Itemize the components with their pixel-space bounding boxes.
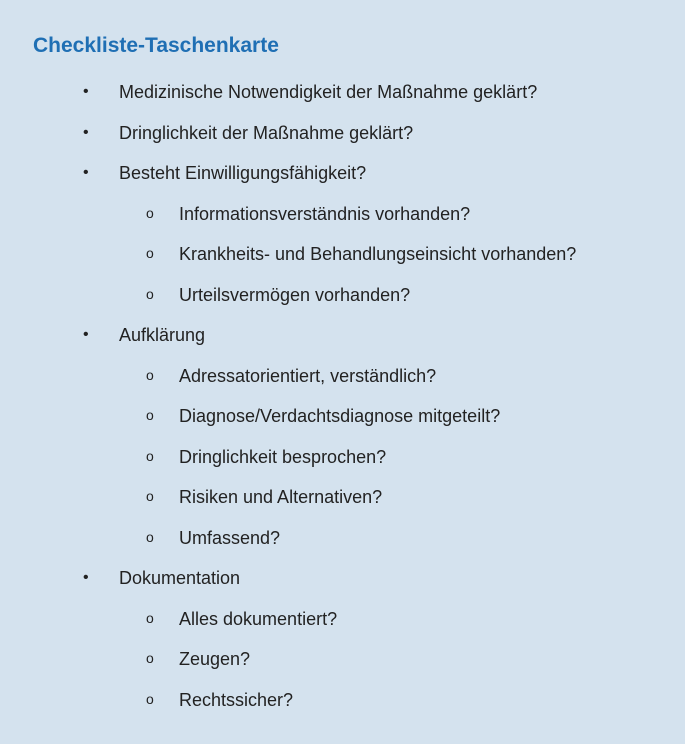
sub-list-item-text: Informationsverständnis vorhanden? bbox=[179, 204, 471, 224]
bullet-icon: • bbox=[83, 83, 89, 100]
sub-bullet-icon: o bbox=[146, 205, 154, 221]
sub-bullet-icon: o bbox=[146, 407, 154, 423]
list-item-text: Dokumentation bbox=[119, 568, 241, 588]
card-title: Checkliste-Taschenkarte bbox=[33, 34, 279, 57]
sub-bullet-icon: o bbox=[146, 691, 154, 707]
list-item-text: Medizinische Notwendigkeit der Maßnahme geklärt? bbox=[119, 82, 538, 102]
sub-list-item-text: Zeugen? bbox=[179, 649, 251, 669]
bullet-icon: • bbox=[83, 569, 89, 586]
sub-bullet-icon: o bbox=[146, 488, 154, 504]
bullet-icon: • bbox=[83, 326, 89, 343]
bullet-icon: • bbox=[83, 124, 89, 141]
sub-list-item-text: Krankheits- und Behandlungseinsicht vorhanden? bbox=[179, 244, 577, 264]
sub-list-item-text: Risiken und Alternativen? bbox=[179, 487, 383, 507]
sub-bullet-icon: o bbox=[146, 529, 154, 545]
sub-bullet-icon: o bbox=[146, 286, 154, 302]
sub-list-item-text: Umfassend? bbox=[179, 528, 281, 548]
sub-bullet-icon: o bbox=[146, 610, 154, 626]
sub-list-item-text: Alles dokumentiert? bbox=[179, 609, 338, 629]
sub-list-item-text: Rechtssicher? bbox=[179, 690, 294, 710]
list-item-text: Besteht Einwilligungsfähigkeit? bbox=[119, 163, 367, 183]
sub-bullet-icon: o bbox=[146, 448, 154, 464]
sub-bullet-icon: o bbox=[146, 245, 154, 261]
sub-list-item-text: Urteilsvermögen vorhanden? bbox=[179, 285, 411, 305]
sub-list-item-text: Adressatorientiert, verständlich? bbox=[179, 366, 437, 386]
sub-list-item-text: Diagnose/Verdachtsdiagnose mitgeteilt? bbox=[179, 406, 501, 426]
bullet-icon: • bbox=[83, 164, 89, 181]
sub-list-item-text: Dringlichkeit besprochen? bbox=[179, 447, 387, 467]
list-item-text: Dringlichkeit der Maßnahme geklärt? bbox=[119, 123, 414, 143]
sub-bullet-icon: o bbox=[146, 650, 154, 666]
sub-bullet-icon: o bbox=[146, 367, 154, 383]
list-item-text: Aufklärung bbox=[119, 325, 206, 345]
